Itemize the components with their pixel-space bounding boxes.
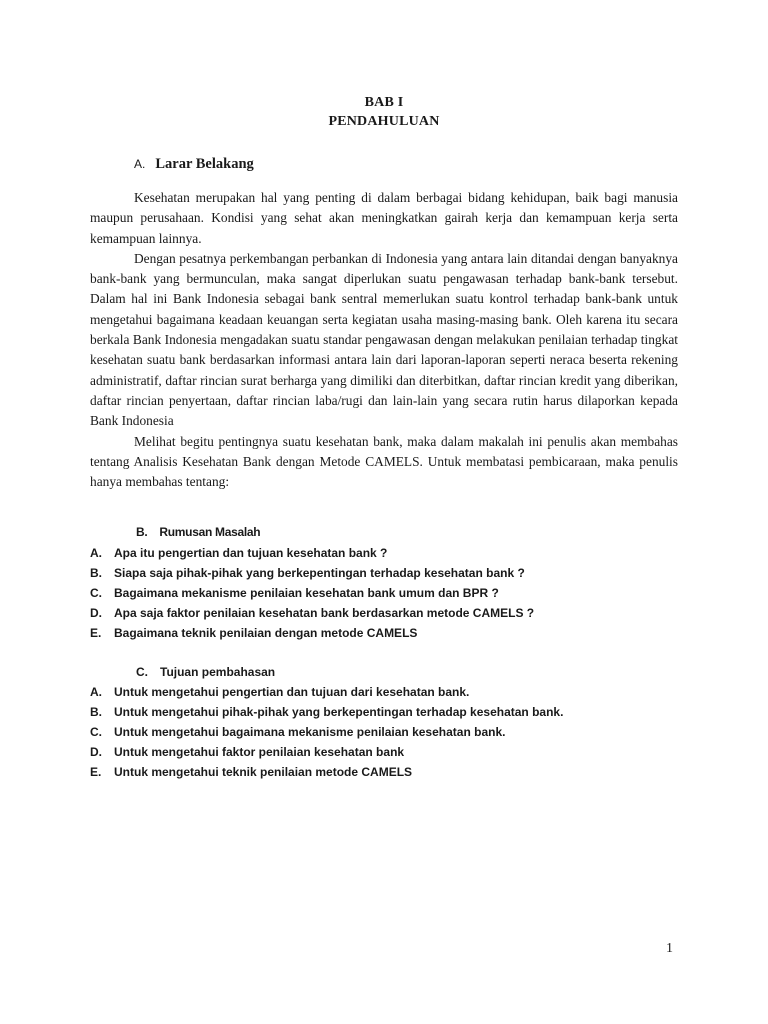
list-item-text: Untuk mengetahui faktor penilaian kesehatan bank <box>114 745 405 759</box>
list-item-text: Untuk mengetahui pengertian dan tujuan dari kesehatan bank. <box>114 685 470 699</box>
list-marker: C. <box>90 725 102 739</box>
section-b-letter: B. <box>136 525 148 539</box>
list-marker: D. <box>90 606 102 620</box>
section-a-letter: A. <box>134 157 146 171</box>
paragraph: Melihat begitu pentingnya suatu kesehatan bank, maka dalam makalah ini penulis akan membahas tentang Analisis Kesehatan Bank dengan Metode CAMELS. Untuk membatasi pembicaraan, maka penulis hanya membahas tentang: <box>90 433 678 490</box>
list-item <box>90 603 534 623</box>
list-item-text: Untuk mengetahui bagaimana mekanisme penilaian kesehatan bank. <box>114 725 506 739</box>
list-item <box>90 722 563 742</box>
section-c-letter: C. <box>136 665 148 679</box>
list-marker: D. <box>90 745 102 759</box>
list-item <box>90 742 563 762</box>
list-item-text: Bagaimana mekanisme penilaian kesehatan bank umum dan BPR ? <box>114 586 499 600</box>
section-a-heading <box>134 156 254 173</box>
list-item-text: Apa itu pengertian dan tujuan kesehatan bank ? <box>114 546 388 560</box>
objective-list <box>90 682 563 782</box>
list-item <box>90 702 563 722</box>
list-marker: E. <box>90 765 102 779</box>
section-a-title: Larar Belakang <box>155 156 254 172</box>
page-number: 1 <box>666 941 673 956</box>
list-item <box>90 583 534 603</box>
list-item <box>90 682 563 702</box>
list-item <box>90 543 534 563</box>
background-body <box>90 188 678 492</box>
list-item-text: Bagaimana teknik penilaian dengan metode CAMELS <box>114 626 418 640</box>
list-item-text: Untuk mengetahui pihak-pihak yang berkepentingan terhadap kesehatan bank. <box>114 705 564 719</box>
list-marker: E. <box>90 626 102 640</box>
chapter-title: PENDAHULUAN <box>328 114 440 129</box>
problem-list <box>90 543 534 643</box>
section-b-heading <box>136 525 260 539</box>
list-marker: A. <box>90 546 102 560</box>
section-b-title: Rumusan Masalah <box>159 525 261 539</box>
chapter-number: BAB I <box>364 95 404 110</box>
list-marker: B. <box>90 705 102 719</box>
paragraph: Kesehatan merupakan hal yang penting di dalam berbagai bidang kehidupan, baik bagi manusia maupun perusahaan. Kondisi yang sehat akan meningkatkan gairah kerja dan kemampuan kerja serta kemampuan lainnya. <box>90 190 678 246</box>
list-item <box>90 623 534 643</box>
list-item <box>90 762 563 782</box>
section-c-title: Tujuan pembahasan <box>160 665 276 679</box>
list-item <box>90 563 534 583</box>
list-marker: B. <box>90 566 102 580</box>
paragraph: Dengan pesatnya perkembangan perbankan di Indonesia yang antara lain ditandai dengan banyaknya bank-bank yang bermunculan, maka sangat diperlukan suatu pengawasan terhadap bank-bank tersebut. Dalam hal ini Bank Indonesia sebagai bank sentral memerlukan suatu kontrol terhadap bank-bank untuk mengetahui bagaimana keadaan keuangan serta kegiatan usaha masing-masing bank. Oleh karena itu secara berkala Bank Indonesia mengadakan suatu standar pengawasan dengan melakukan penilaian terhadap tingkat kesehatan suatu bank berdasarkan informasi antara lain dari laporan-laporan seperti neraca beserta rekening administratif, daftar rincian surat berharga yang dimiliki dan diterbitkan, daftar rincian kredit yang diberikan, daftar rincian penyertaan, daftar rincian laba/rugi dan lain-lain yang secara rutin harus dilaporkan kepada Bank Indonesia <box>90 250 678 429</box>
list-marker: A. <box>90 685 102 699</box>
section-c-heading <box>136 665 275 679</box>
list-item-text: Apa saja faktor penilaian kesehatan bank berdasarkan metode CAMELS ? <box>114 606 535 620</box>
list-marker: C. <box>90 586 102 600</box>
list-item-text: Siapa saja pihak-pihak yang berkepentingan terhadap kesehatan bank ? <box>114 566 525 580</box>
list-item-text: Untuk mengetahui teknik penilaian metode CAMELS <box>114 765 413 779</box>
